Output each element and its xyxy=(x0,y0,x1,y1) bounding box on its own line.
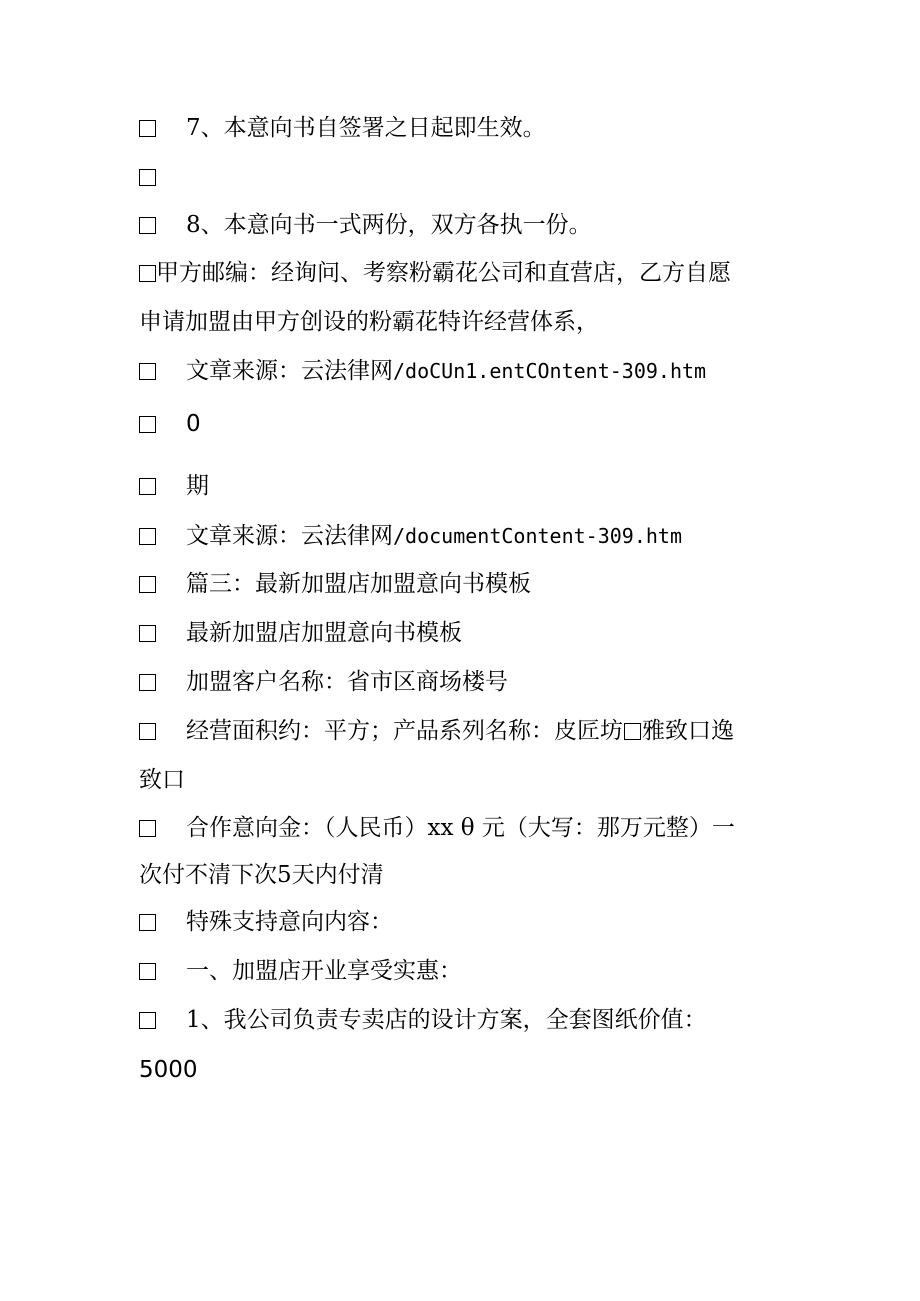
line-item xyxy=(139,907,799,937)
line-text: 合作意向金：（人民币）xx θ 元（大写：那万元整）一 xyxy=(186,815,735,841)
line-text: 期 xyxy=(186,473,209,499)
line-item xyxy=(139,956,799,986)
checkbox-icon xyxy=(139,363,156,380)
line-item xyxy=(139,618,799,648)
line-item xyxy=(139,1005,799,1035)
line-item xyxy=(139,258,799,288)
placeholder-box-icon xyxy=(624,723,641,740)
checkbox-icon xyxy=(139,625,156,642)
checkbox-icon xyxy=(139,914,156,931)
checkbox-icon xyxy=(139,478,156,495)
checkbox-icon xyxy=(139,120,156,137)
checkbox-icon xyxy=(139,169,156,186)
source-url: /documentContent-309.htm xyxy=(393,524,682,548)
line-text: 甲方邮编：经询问、考察粉霸花公司和直营店，乙方自愿 xyxy=(156,260,731,286)
line-text: 致口 xyxy=(139,767,185,793)
checkbox-icon xyxy=(139,265,156,282)
line-text: 申请加盟由甲方创设的粉霸花特许经营体系， xyxy=(139,309,599,335)
checkbox-icon xyxy=(139,576,156,593)
checkbox-icon xyxy=(139,674,156,691)
line-item xyxy=(139,860,799,890)
line-text: 雅致口逸 xyxy=(642,718,734,744)
line-item xyxy=(139,471,799,501)
line-text: 7、本意向书自签署之日起即生效。 xyxy=(186,115,546,141)
line-item xyxy=(139,521,799,551)
line-item xyxy=(139,569,799,599)
line-text: 特殊支持意向内容： xyxy=(186,909,393,935)
checkbox-icon xyxy=(139,528,156,545)
source-label: 文章来源：云法律网 xyxy=(186,358,393,384)
checkbox-icon xyxy=(139,723,156,740)
line-item xyxy=(139,356,799,386)
line-text: 1、我公司负责专卖店的设计方案，全套图纸价值： xyxy=(186,1007,707,1033)
line-text: 经营面积约：平方；产品系列名称：皮匠坊 xyxy=(186,718,623,744)
line-text: 加盟客户名称：省市区商场楼号 xyxy=(186,669,508,695)
line-text: 一、加盟店开业享受实惠： xyxy=(186,958,462,984)
line-text: 5000 xyxy=(139,1057,198,1083)
line-item xyxy=(139,813,799,843)
line-item xyxy=(139,162,799,192)
source-label: 文章来源：云法律网 xyxy=(186,523,393,549)
line-text: 最新加盟店加盟意向书模板 xyxy=(186,620,462,646)
checkbox-icon xyxy=(139,820,156,837)
line-text: 篇三：最新加盟店加盟意向书模板 xyxy=(186,571,531,597)
line-text: 次付不清下次5天内付清 xyxy=(139,862,384,888)
checkbox-icon xyxy=(139,1012,156,1029)
checkbox-icon xyxy=(139,416,156,433)
line-item xyxy=(139,210,799,240)
line-item xyxy=(139,667,799,697)
source-url: /doCUn1.entCOntent-309.htm xyxy=(393,359,707,383)
line-item xyxy=(139,409,799,439)
line-text: 0 xyxy=(186,411,201,437)
line-item xyxy=(139,765,799,795)
checkbox-icon xyxy=(139,963,156,980)
line-item xyxy=(139,1055,799,1085)
line-item xyxy=(139,113,799,143)
checkbox-icon xyxy=(139,217,156,234)
line-item xyxy=(139,307,799,337)
line-text: 8、本意向书一式两份，双方各执一份。 xyxy=(186,212,592,238)
line-item xyxy=(139,716,799,746)
